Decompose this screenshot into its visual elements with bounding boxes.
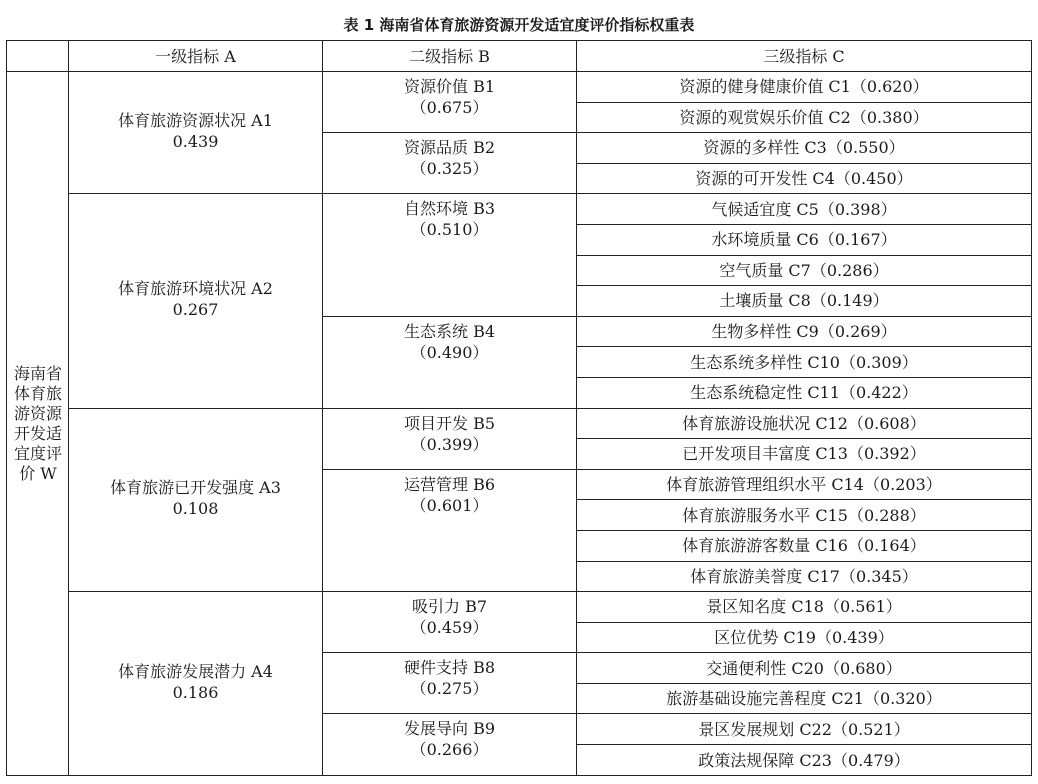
header-level-a: 一级指标 A [69, 41, 323, 72]
table-body [7, 72, 1032, 776]
level-b-name: 项目开发 B5 [403, 413, 496, 433]
header-row [7, 41, 1032, 72]
level-c-cell: 景区发展规划 C22（0.521） [577, 714, 1032, 745]
level-b-cell [323, 133, 577, 194]
level-b-cell [323, 408, 577, 469]
level-b-name: 自然环境 B3 [403, 199, 496, 219]
corner-cell [7, 41, 69, 72]
level-b-name: 资源品质 B2 [403, 138, 496, 158]
level-a-name: 体育旅游资源状况 A1 [118, 110, 273, 130]
level-c-cell: 生态系统稳定性 C11（0.422） [577, 377, 1032, 408]
header-level-b: 二级指标 B [323, 41, 577, 72]
level-b-weight: （0.325） [410, 159, 489, 179]
level-b-weight: （0.399） [410, 434, 489, 454]
level-b-name: 运营管理 B6 [403, 474, 496, 494]
level-c-cell: 资源的健身健康价值 C1（0.620） [577, 72, 1032, 103]
table-row [7, 194, 1032, 225]
level-c-cell: 体育旅游管理组织水平 C14（0.203） [577, 469, 1032, 500]
root-index-cell [7, 72, 69, 776]
level-b-cell [323, 316, 577, 408]
table-row [7, 592, 1032, 623]
weights-table [6, 40, 1032, 776]
level-c-cell: 已开发项目丰富度 C13（0.392） [577, 439, 1032, 470]
level-b-name: 吸引力 B7 [411, 597, 488, 617]
level-c-cell: 区位优势 C19（0.439） [577, 622, 1032, 653]
level-b-cell [323, 592, 577, 653]
level-c-cell: 旅游基础设施完善程度 C21（0.320） [577, 683, 1032, 714]
level-c-cell: 政策法规保障 C23（0.479） [577, 745, 1032, 776]
level-b-weight: （0.266） [410, 740, 489, 760]
level-c-cell: 体育旅游服务水平 C15（0.288） [577, 500, 1032, 531]
level-a-name: 体育旅游发展潜力 A4 [118, 661, 273, 681]
level-b-cell [323, 469, 577, 591]
level-a-cell [69, 194, 323, 408]
level-c-cell: 体育旅游设施状况 C12（0.608） [577, 408, 1032, 439]
level-b-weight: （0.459） [410, 618, 489, 638]
level-b-name: 生态系统 B4 [403, 321, 496, 341]
level-b-weight: （0.275） [410, 679, 489, 699]
root-index-label: 海南省体育旅游资源开发适宜度评价 W [13, 363, 62, 483]
level-b-name: 发展导向 B9 [403, 719, 496, 739]
level-c-cell: 体育旅游美誉度 C17（0.345） [577, 561, 1032, 592]
level-c-cell: 资源的可开发性 C4（0.450） [577, 163, 1032, 194]
level-b-weight: （0.601） [410, 495, 489, 515]
level-c-cell: 生态系统多样性 C10（0.309） [577, 347, 1032, 378]
level-c-cell: 体育旅游游客数量 C16（0.164） [577, 530, 1032, 561]
level-c-cell: 气候适宜度 C5（0.398） [577, 194, 1032, 225]
level-c-cell: 交通便利性 C20（0.680） [577, 653, 1032, 684]
level-a-weight: 0.186 [172, 682, 219, 702]
level-c-cell: 生物多样性 C9（0.269） [577, 316, 1032, 347]
level-b-cell [323, 653, 577, 714]
header-level-c: 三级指标 C [577, 41, 1032, 72]
level-a-name: 体育旅游已开发强度 A3 [110, 477, 281, 497]
level-a-weight: 0.267 [172, 299, 219, 319]
level-b-cell [323, 72, 577, 133]
level-b-name: 硬件支持 B8 [403, 658, 496, 678]
level-a-cell [69, 408, 323, 592]
level-b-weight: （0.675） [410, 98, 489, 117]
level-b-cell [323, 714, 577, 776]
level-c-cell: 土壤质量 C8（0.149） [577, 286, 1032, 317]
level-b-weight: （0.490） [410, 342, 489, 362]
level-a-cell [69, 72, 323, 194]
level-c-cell: 景区知名度 C18（0.561） [577, 592, 1032, 623]
level-a-weight: 0.439 [172, 131, 219, 151]
level-a-name: 体育旅游环境状况 A2 [118, 278, 273, 298]
level-c-cell: 资源的观赏娱乐价值 C2（0.380） [577, 102, 1032, 133]
level-c-cell: 资源的多样性 C3（0.550） [577, 133, 1032, 164]
level-a-weight: 0.108 [172, 498, 219, 518]
level-c-cell: 水环境质量 C6（0.167） [577, 224, 1032, 255]
table-caption: 表 1 海南省体育旅游资源开发适宜度评价指标权重表 [343, 16, 695, 34]
table-row [7, 72, 1032, 103]
level-c-cell: 空气质量 C7（0.286） [577, 255, 1032, 286]
level-a-cell [69, 592, 323, 776]
level-b-name: 资源价值 B1 [403, 77, 496, 96]
table-row [7, 408, 1032, 439]
level-b-cell [323, 194, 577, 316]
level-b-weight: （0.510） [410, 220, 489, 240]
